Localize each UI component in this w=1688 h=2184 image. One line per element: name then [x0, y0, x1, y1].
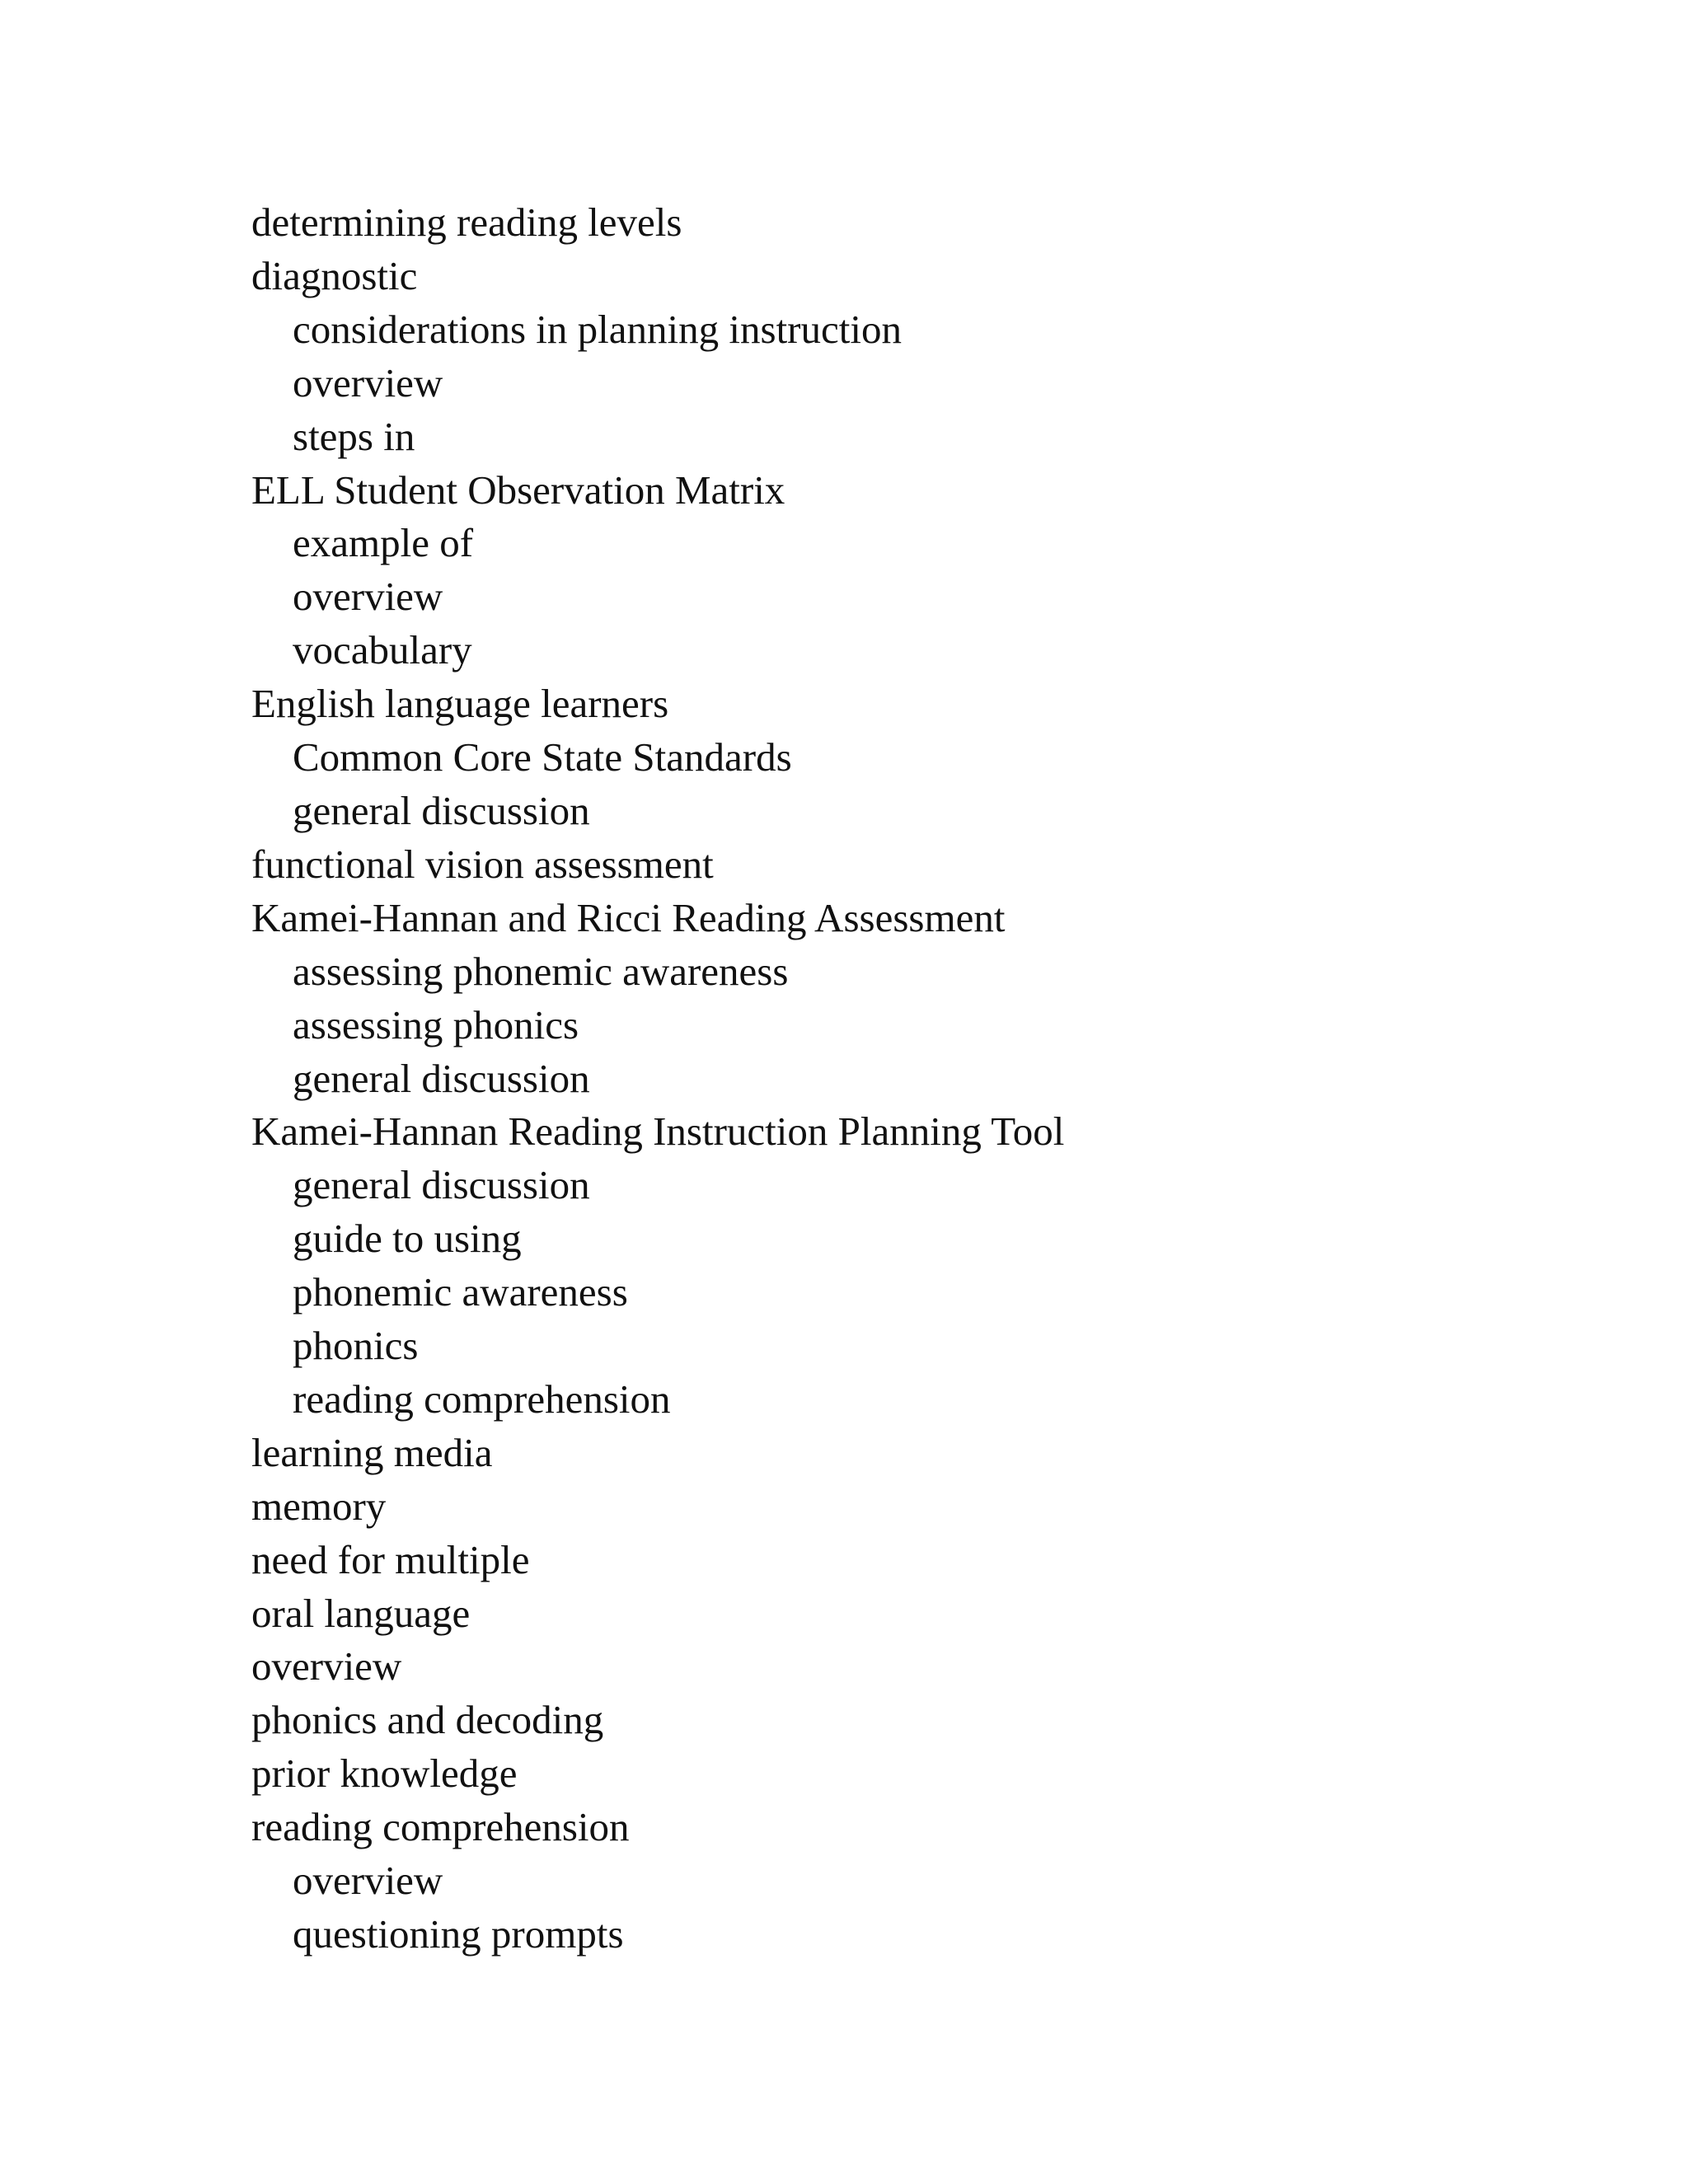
index-subentry: example of — [293, 520, 474, 566]
index-subentry: questioning prompts — [293, 1911, 624, 1957]
index-subentry: assessing phonics — [293, 1001, 579, 1047]
index-entry: prior knowledge — [251, 1750, 518, 1797]
index-subentry: considerations in planning instruction — [293, 306, 902, 352]
index-subentry: overview — [293, 574, 443, 620]
index-subentry: phonics — [293, 1323, 419, 1369]
index-subentry: guide to using — [293, 1216, 522, 1262]
index-subentry: general discussion — [293, 1162, 590, 1208]
index-entry: overview — [251, 1643, 402, 1690]
index-entry: learning media — [251, 1429, 493, 1475]
index-entry: memory — [251, 1483, 387, 1529]
index-entry: English language learners — [251, 681, 669, 727]
index-subentry: general discussion — [293, 787, 590, 833]
index-subentry: reading comprehension — [293, 1376, 671, 1422]
index-entry: reading comprehension — [251, 1804, 630, 1850]
index-subentry: general discussion — [293, 1055, 590, 1101]
index-entry: determining reading levels — [251, 199, 682, 245]
index-entry: Kamei-Hannan and Ricci Reading Assessment — [251, 894, 1006, 940]
index-subentry: phonemic awareness — [293, 1269, 628, 1315]
index-entry: need for multiple — [251, 1536, 530, 1582]
index-entry: Kamei-Hannan Reading Instruction Planning Tool — [251, 1108, 1065, 1155]
index-entry: oral language — [251, 1590, 471, 1636]
index-entry: ELL Student Observation Matrix — [251, 466, 785, 513]
index-subentry: Common Core State Standards — [293, 734, 792, 780]
index-subentry: overview — [293, 359, 443, 405]
index-subentry: steps in — [293, 413, 415, 459]
index-entry: diagnostic — [251, 252, 418, 298]
index-subentry: vocabulary — [293, 627, 472, 673]
index-subentry: assessing phonemic awareness — [293, 948, 789, 994]
index-entry: functional vision assessment — [251, 841, 714, 887]
index-subentry: overview — [293, 1858, 443, 1904]
index-entries-list — [251, 196, 1064, 1961]
index-entry: phonics and decoding — [251, 1697, 604, 1743]
